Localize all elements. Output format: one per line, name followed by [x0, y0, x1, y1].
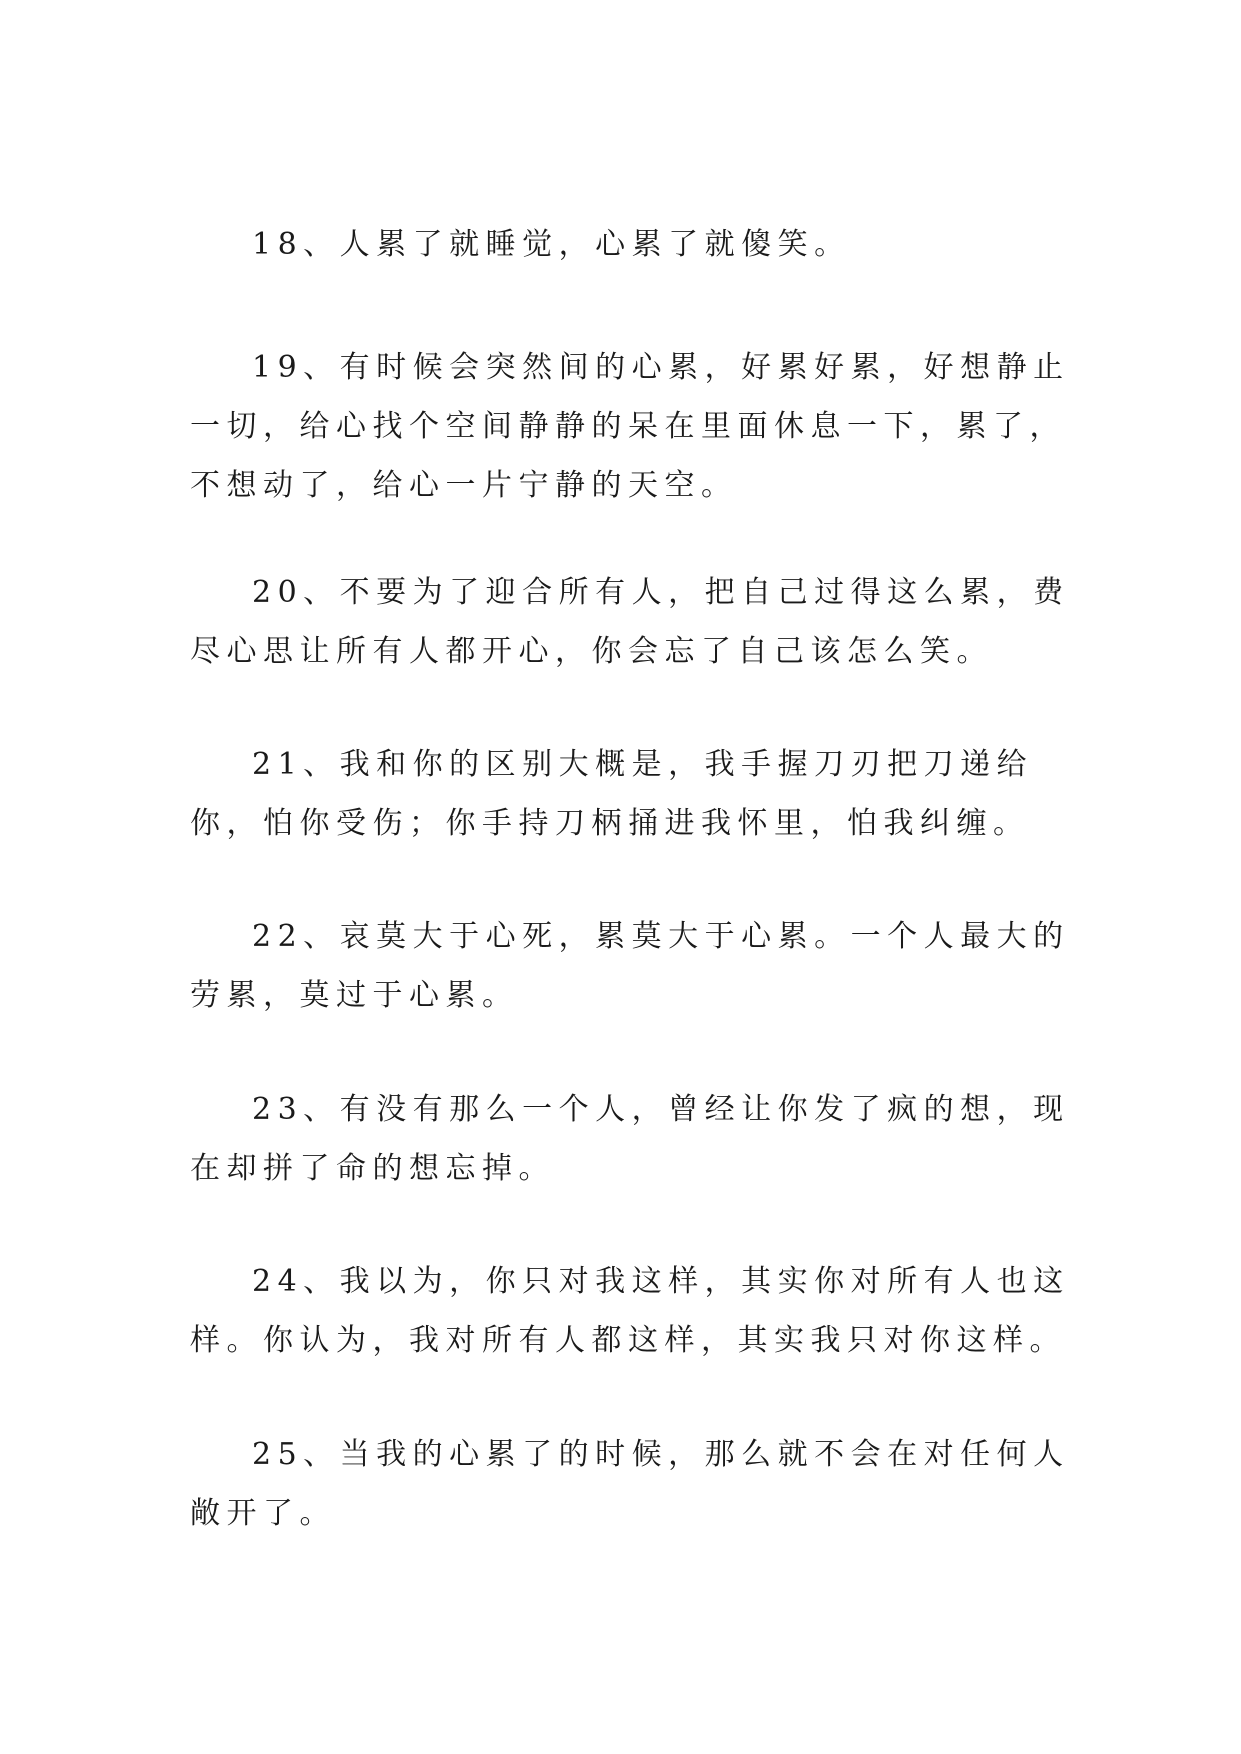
paragraph-20: 20、不要为了迎合所有人，把自己过得这么累，费尽心思让所有人都开心，你会忘了自己该怎么笑。	[190, 575, 1070, 669]
paragraph-23: 23、有没有那么一个人，曾经让你发了疯的想，现在却拼了命的想忘掉。	[190, 1092, 1070, 1186]
paragraph-25: 25、当我的心累了的时候，那么就不会在对任何人敞开了。	[190, 1437, 1070, 1531]
paragraph-22: 22、哀莫大于心死，累莫大于心累。一个人最大的劳累，莫过于心累。	[190, 919, 1070, 1013]
paragraph-18: 18、人累了就睡觉，心累了就傻笑。	[252, 227, 851, 262]
paragraph-21: 21、我和你的区别大概是，我手握刀刃把刀递给你，怕你受伤；你手持刀柄捅进我怀里，怕我纠缠。	[190, 747, 1034, 841]
paragraph-19: 19、有时候会突然间的心累，好累好累，好想静止一切，给心找个空间静静的呆在里面休息一下，累了，不想动了，给心一片宁静的天空。	[190, 350, 1070, 503]
paragraph-24: 24、我以为，你只对我这样，其实你对所有人也这样。你认为，我对所有人都这样，其实我只对你这样。	[190, 1264, 1070, 1358]
